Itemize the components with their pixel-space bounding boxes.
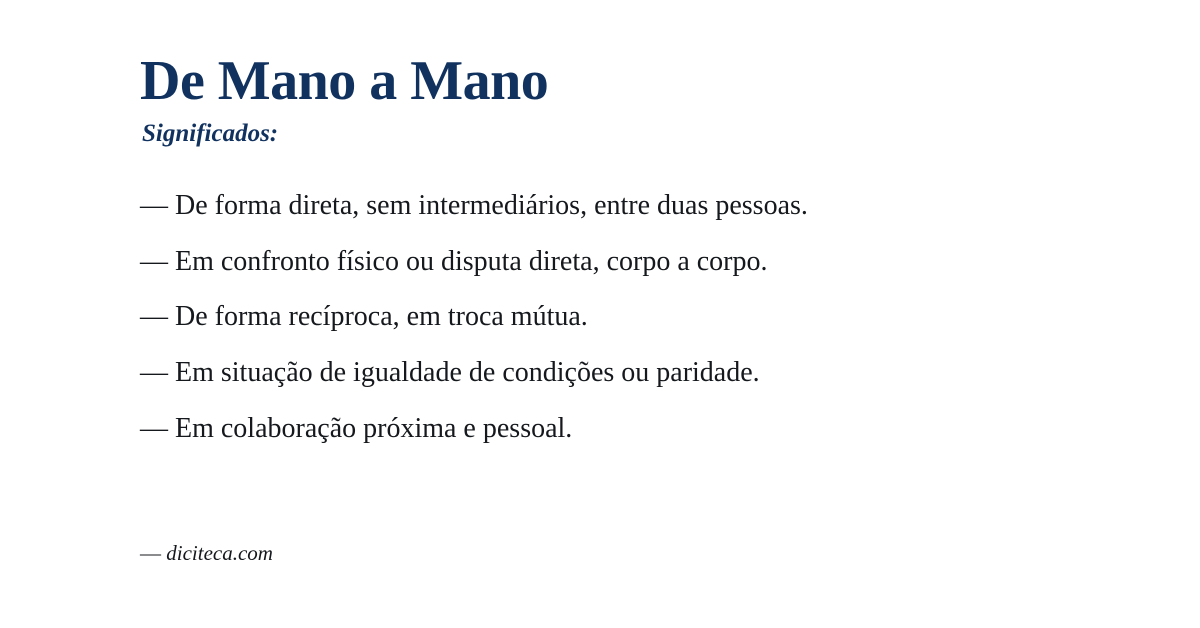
section-subtitle: Significados:	[142, 119, 279, 147]
page-title: De Mano a Mano	[140, 50, 549, 112]
meaning-text: Em situação de igualdade de condições ou paridade.	[175, 357, 760, 389]
bullet-dash: —	[140, 301, 168, 333]
meaning-text: De forma direta, sem intermediários, entre duas pessoas.	[175, 189, 808, 221]
bullet-dash: —	[140, 413, 168, 445]
list-item	[140, 188, 1045, 224]
source-attribution	[140, 541, 273, 566]
bullet-dash: —	[140, 245, 168, 277]
list-item	[140, 355, 1045, 391]
meaning-text: Em colaboração próxima e pessoal.	[175, 413, 573, 445]
list-item	[140, 411, 1045, 447]
source-dash: —	[140, 541, 161, 565]
source-name: diciteca.com	[166, 541, 273, 565]
meanings-list	[140, 188, 1060, 447]
list-item	[140, 299, 1045, 335]
list-item	[140, 244, 1045, 280]
bullet-dash: —	[140, 189, 168, 221]
bullet-dash: —	[140, 357, 168, 389]
meaning-text: Em confronto físico ou disputa direta, corpo a corpo.	[175, 245, 768, 277]
meaning-text: De forma recíproca, em troca mútua.	[175, 301, 588, 333]
